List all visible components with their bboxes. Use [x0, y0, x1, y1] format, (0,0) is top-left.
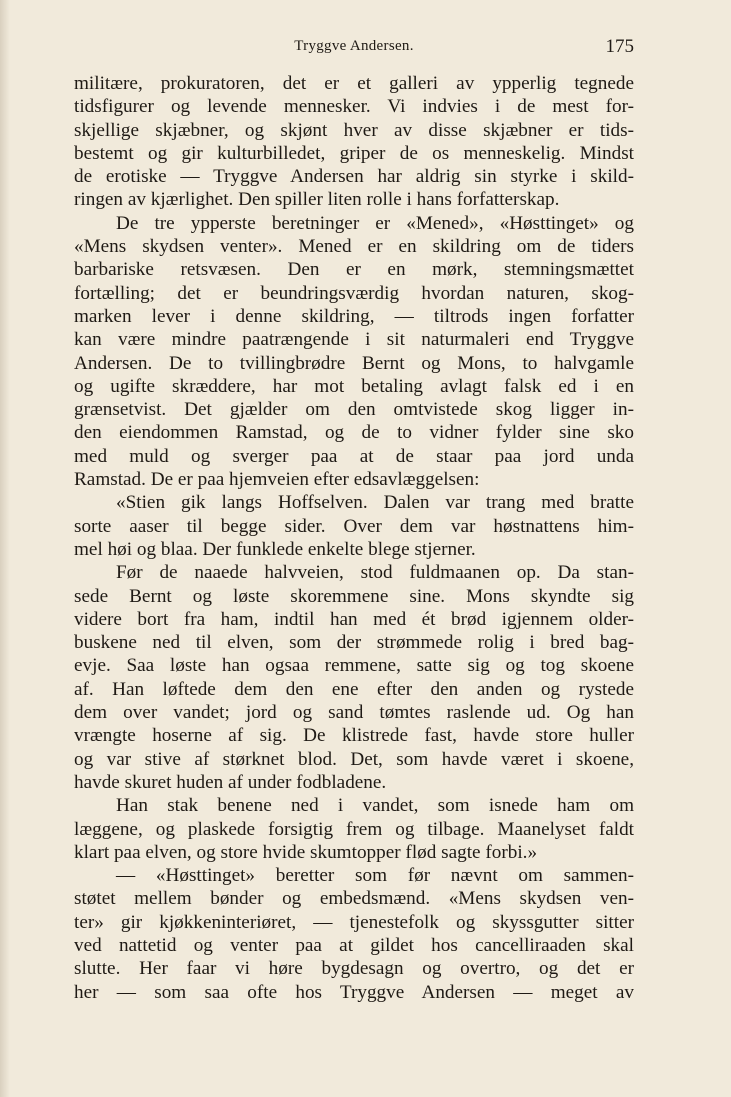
- text-line: evje. Saa løste han ogsaa remmene, satte sig og tog skoene: [74, 655, 634, 677]
- text-line: Ramstad. De er paa hjemveien efter edsavlæggelsen:: [74, 469, 480, 491]
- paragraph: [74, 72, 634, 212]
- text-line: ved nattetid og venter paa at gildet hos cancelliraaden skal: [74, 934, 634, 956]
- text-line: her — som saa ofte hos Tryggve Andersen — meget av: [74, 981, 634, 1003]
- text-line: med muld og sverger paa at de staar paa jord unda: [74, 445, 634, 467]
- text-line: sorte aaser til begge sider. Over dem var høstnattens him-: [74, 515, 634, 537]
- text-line: kan være mindre paatrængende i sit naturmaleri end Tryggve: [74, 329, 634, 351]
- text-line: og ugifte skræddere, har mot betaling avlagt falsk ed i en: [74, 375, 634, 397]
- text-line: Andersen. De to tvillingbrødre Bernt og Mons, to halvgamle: [74, 352, 634, 374]
- text-line: og var stive af størknet blod. Det, som havde været i skoene,: [74, 748, 634, 770]
- text-line: de erotiske — Tryggve Andersen har aldrig sin styrke i skild-: [74, 166, 634, 188]
- paragraph: [74, 864, 634, 1004]
- text-line: tidsfigurer og levende mennesker. Vi indvies i de mest for-: [74, 96, 634, 118]
- text-line: læggene, og plaskede forsigtig frem og tilbage. Maanelyset faldt: [74, 818, 634, 840]
- text-line: sede Bernt og løste skoremmene sine. Mons skyndte sig: [74, 585, 634, 607]
- text-line: havde skuret huden af under fodbladene.: [74, 771, 387, 793]
- text-line: vrængte hoserne af sig. De klistrede fast, havde store huller: [74, 725, 634, 747]
- text-line: Før de naaede halvveien, stod fuldmaanen op. Da stan-: [116, 562, 634, 584]
- text-line: — «Høsttinget» beretter som før nævnt om sammen-: [116, 865, 634, 887]
- text-line: støtet mellem bønder og embedsmænd. «Mens skydsen ven-: [74, 888, 634, 910]
- text-line: fortælling; det er beundringsværdig hvordan naturen, skog-: [74, 282, 634, 304]
- paragraph: [74, 561, 634, 794]
- text-line: den eiendommen Ramstad, og de to vidner fylder sine sko: [74, 422, 634, 444]
- page-edge-shadow: [0, 0, 10, 1097]
- text-line: slutte. Her faar vi høre bygdesagn og overtro, og det er: [74, 958, 634, 980]
- text-line: ringen av kjærlighet. Den spiller liten rolle i hans forfatterskap.: [74, 189, 560, 211]
- text-line: De tre ypperste beretninger er «Mened», «Høsttinget» og: [116, 212, 634, 234]
- text-line: mel høi og blaa. Der funklede enkelte blege stjerner.: [74, 538, 476, 560]
- text-line: dem over vandet; jord og sand tømtes raslende ud. Og han: [74, 702, 634, 724]
- paragraph: [74, 794, 634, 864]
- running-head: [74, 36, 634, 60]
- paragraph: [74, 491, 634, 561]
- running-title: Tryggve Andersen.: [294, 38, 414, 54]
- text-line: buskene ned til elven, som der strømmede rolig i bred bag-: [74, 632, 634, 654]
- text-line: klart paa elven, og store hvide skumtopper flød sagte forbi.»: [74, 841, 538, 863]
- text-line: «Mens skydsen venter». Mened er en skildring om de tiders: [74, 236, 634, 258]
- text-line: marken lever i denne skildring, — tiltrods ingen forfatter: [74, 305, 634, 327]
- text-line: videre bort fra ham, indtil han med ét brød igjennem older-: [74, 608, 634, 630]
- text-line: ter» gir kjøkkeninteriøret, — tjenestefolk og skyssgutter sitter: [74, 911, 634, 933]
- text-line: militære, prokuratoren, det er et galleri av ypperlig tegnede: [74, 73, 634, 94]
- text-line: «Stien gik langs Hoffselven. Dalen var trang med bratte: [116, 492, 634, 514]
- text-line: barbariske retsvæsen. Den er en mørk, stemningsmættet: [74, 259, 634, 281]
- text-line: af. Han løftede dem den ene efter den anden og rystede: [74, 678, 634, 700]
- text-line: Han stak benene ned i vandet, som isnede ham om: [116, 795, 634, 817]
- text-line: skjellige skjæbner, og skjønt hver av disse skjæbner er tids-: [74, 119, 634, 141]
- page-number: 175: [605, 36, 634, 57]
- paragraph: [74, 212, 634, 492]
- body-text: [74, 72, 634, 1004]
- text-line: grænsetvist. Det gjælder om den omtvistede skog ligger in-: [74, 399, 634, 421]
- text-line: bestemt og gir kulturbilledet, griper de os menneskelig. Mindst: [74, 142, 634, 164]
